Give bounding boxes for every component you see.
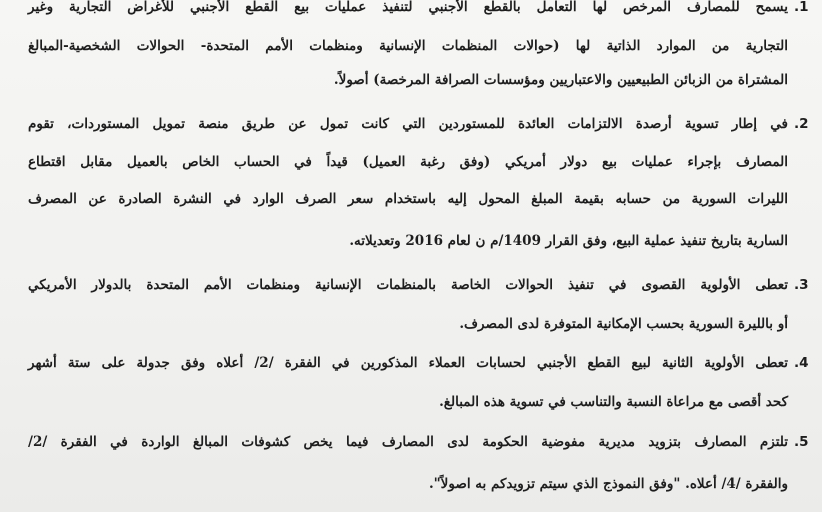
clause-number: .5	[794, 434, 809, 450]
clause-line: والفقرة /4/ أعلاه. "وفق النموذج الذي سيتم تزويدكم به اصولاً".	[428, 476, 788, 492]
clause-line: المصارف بإجراء عمليات بيع دولار أمريكي (وفق رغبة العميل) قيداً في الحساب الخاص بالعميل مقابل اقتطاع	[28, 154, 788, 170]
clause-line: تعطى الأولوية القصوى في تنفيذ الحوالات الخاصة بالمنظمات الإنسانية ومنظمات الأمم المتحدة بالدولار الأمريكي	[28, 277, 788, 293]
clause-line: التجارية من الموارد الذاتية لها (حوالات المنظمات الإنسانية ومنظمات الأمم المتحدة- الحوالات الشخصية-المبالغ	[28, 38, 788, 54]
clause-number: .4	[794, 355, 809, 371]
clause-line: يسمح للمصارف المرخص لها التعامل بالقطع الأجنبي لتنفيذ عمليات بيع القطع الأجنبي للأغراض التجارية وغير	[28, 0, 788, 15]
clause-line: في إطار تسوية أرصدة الالتزامات العائدة للمستوردين التي كانت تمول عن طريق منصة تمويل المستوردات، تقوم	[28, 116, 788, 132]
clause-line: تلتزم المصارف بتزويد مديرية مفوضية الحكومة لدى المصارف فيما يخص كشوفات المبالغ الواردة في الفقرة /2/	[28, 434, 788, 450]
clause-number: .2	[794, 116, 809, 132]
clause-line: الليرات السورية من حسابه بقيمة المبلغ المحول إليه باستخدام سعر الصرف الوارد في النشرة الصادرة عن المصرف	[28, 191, 788, 207]
clause-line: السارية بتاريخ تنفيذ عملية البيع، وفق القرار 1409/م ن لعام 2016 وتعديلاته.	[349, 233, 788, 249]
clause-number: .3	[794, 277, 809, 293]
clause-line: كحد أقصى مع مراعاة النسبة والتناسب في تسوية هذه المبالغ.	[439, 394, 788, 410]
clause-line: تعطى الأولوية الثانية لبيع القطع الأجنبي لحسابات العملاء المذكورين في الفقرة /2/ أعلاه وفق جدولة على ستة أشهر	[28, 355, 788, 371]
clause-line: أو بالليرة السورية بحسب الإمكانية المتوفرة لدى المصرف.	[459, 316, 788, 332]
clause-number: .1	[794, 0, 809, 15]
clause-line: المشتراة من الزبائن الطبيعيين والاعتباريين ومؤسسات الصرافة المرخصة) أصولاً.	[333, 72, 788, 88]
